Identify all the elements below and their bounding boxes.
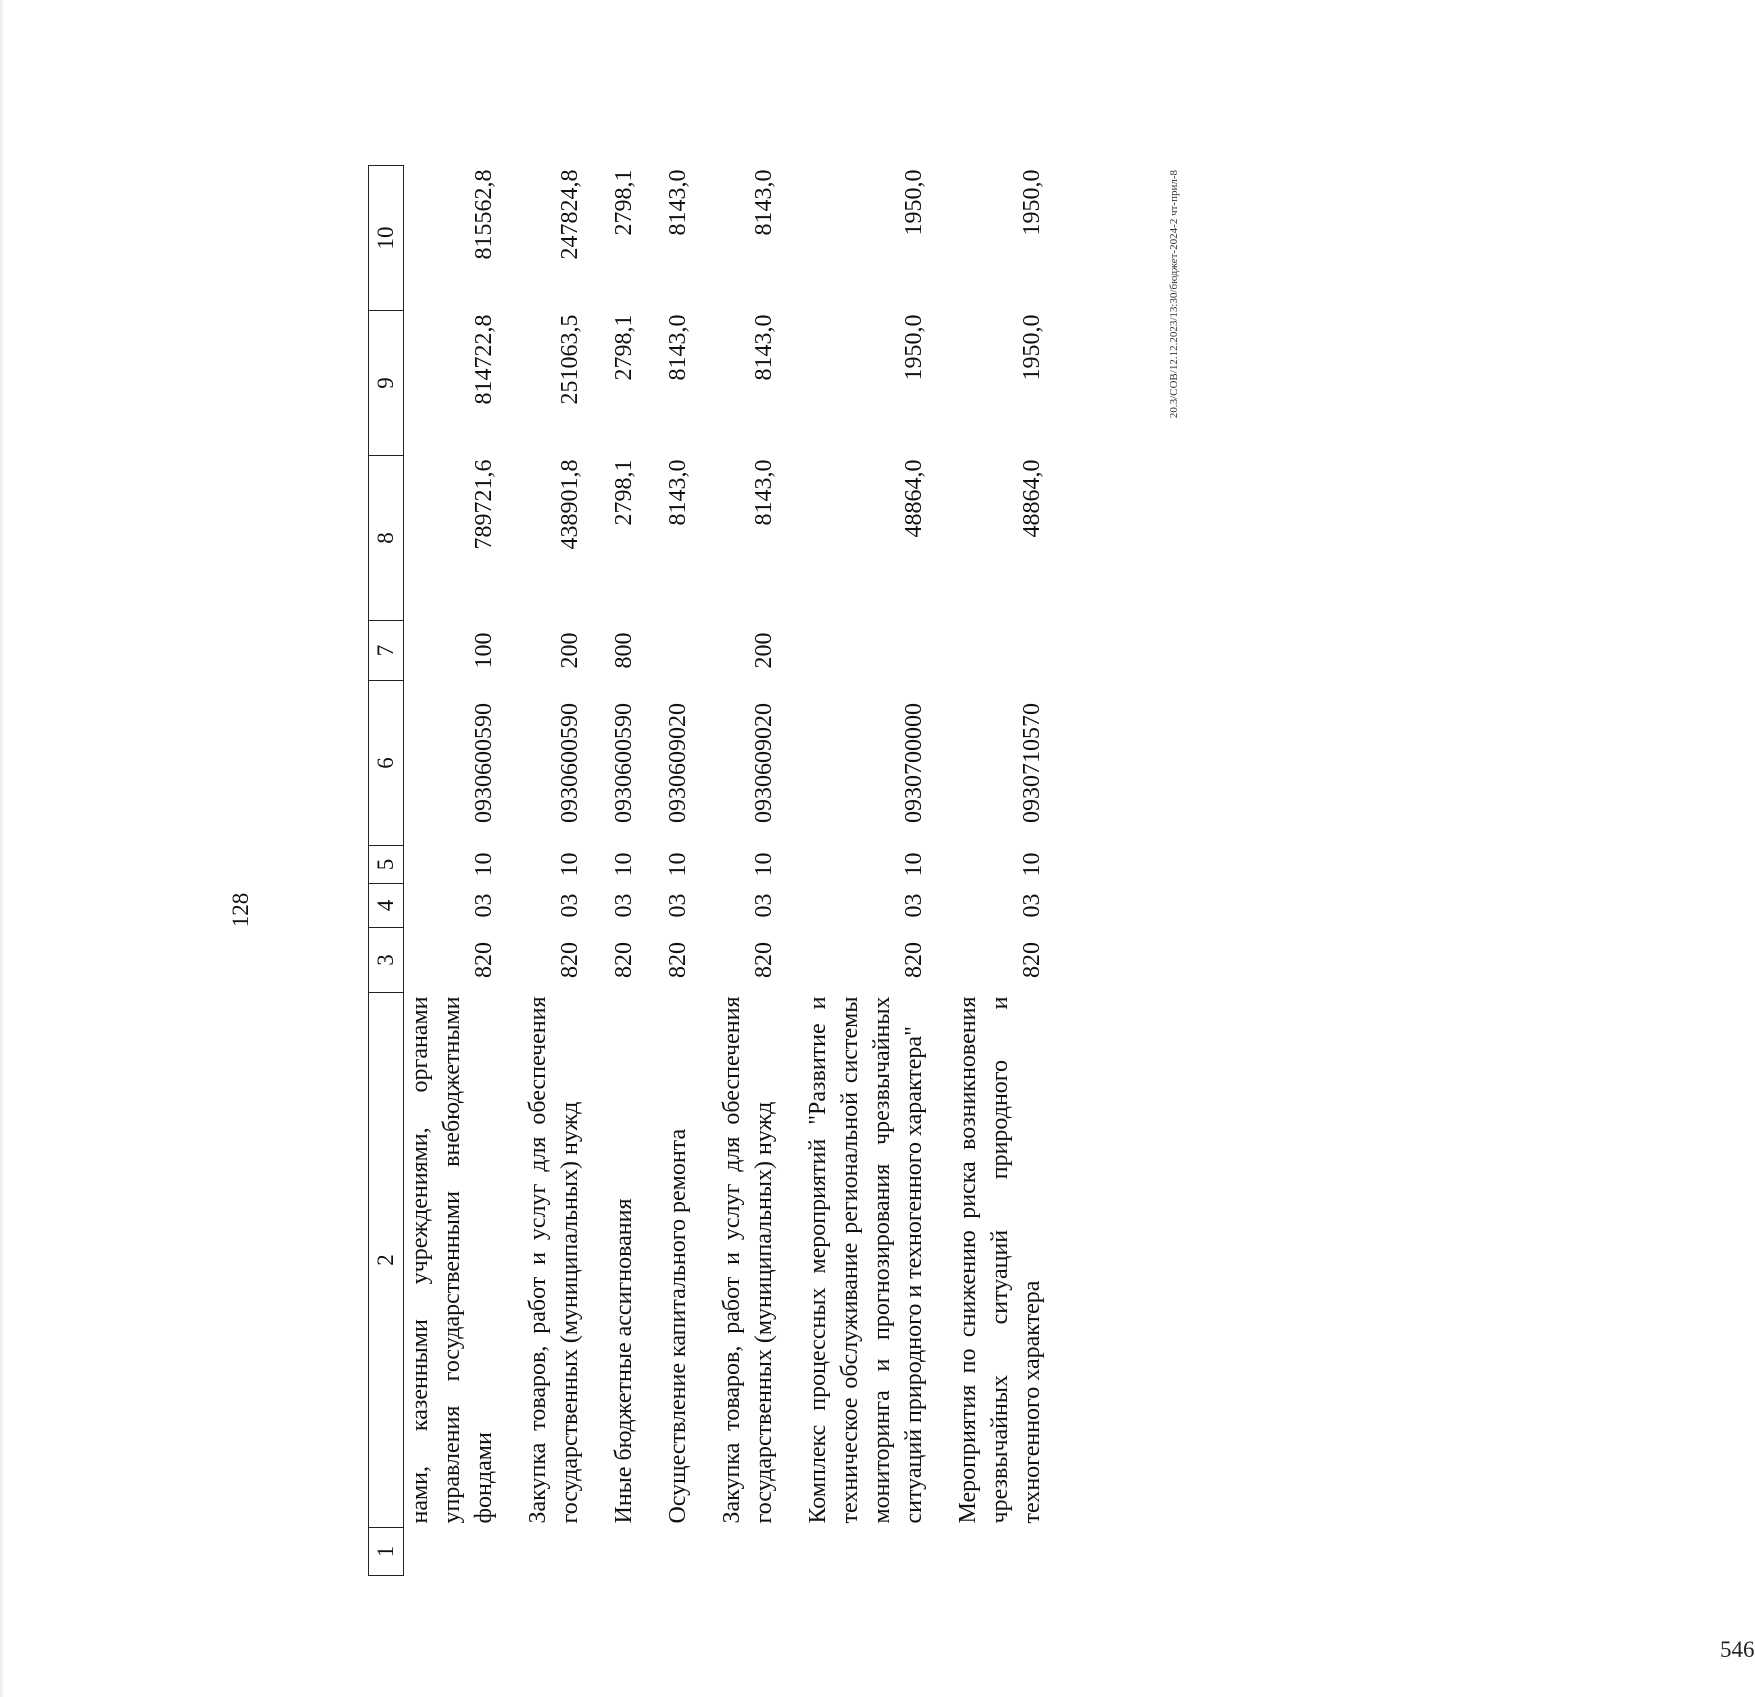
target-article-code: 0930700000 bbox=[901, 703, 927, 823]
cell-col1 bbox=[716, 1528, 802, 1576]
ved-code: 820 bbox=[751, 942, 777, 978]
target-article-code: 0930609020 bbox=[665, 703, 691, 823]
subsection-code: 10 bbox=[665, 852, 691, 877]
amount-col8: 48864,0 bbox=[1019, 459, 1045, 538]
amount-col8: 438901,8 bbox=[557, 459, 583, 550]
cell-col1 bbox=[404, 1528, 523, 1576]
amount-col8: 48864,0 bbox=[901, 459, 927, 538]
ved-code: 820 bbox=[557, 942, 583, 978]
amount-col10: 2798,1 bbox=[611, 169, 637, 236]
target-article-code: 0930600590 bbox=[611, 703, 637, 823]
sheet-number: 546 bbox=[1720, 1637, 1755, 1662]
amount-col9: 1950,0 bbox=[901, 314, 927, 381]
section-code: 03 bbox=[901, 893, 927, 918]
column-header: 8 bbox=[369, 456, 404, 621]
section-code: 03 bbox=[665, 893, 691, 918]
column-header: 10 bbox=[369, 166, 404, 311]
amount-col9: 814722,8 bbox=[471, 314, 497, 405]
cell-col1 bbox=[802, 1528, 952, 1576]
column-header: 2 bbox=[369, 993, 404, 1528]
cell-col1 bbox=[952, 1528, 1070, 1576]
amount-col10: 8143,0 bbox=[665, 169, 691, 236]
budget-table bbox=[368, 165, 1070, 1576]
row-name: нами, казенными учреждениями, органами управления государственными внебюджетными фондами bbox=[407, 996, 497, 1524]
column-header: 4 bbox=[369, 884, 404, 928]
column-header: 9 bbox=[369, 311, 404, 456]
column-header: 1 bbox=[369, 1528, 404, 1576]
cell-col1 bbox=[662, 1528, 716, 1576]
amount-col8: 8143,0 bbox=[665, 459, 691, 526]
subsection-code: 10 bbox=[557, 852, 583, 877]
expense-type-code bbox=[802, 621, 952, 681]
row-name: Осуществление капитального ремонта bbox=[665, 1128, 691, 1524]
table-header-row bbox=[369, 166, 404, 1576]
amount-col9: 8143,0 bbox=[751, 314, 777, 381]
subsection-code: 10 bbox=[901, 852, 927, 877]
section-code: 03 bbox=[1019, 893, 1045, 918]
row-name: Мероприятия по снижению риска возникновения чрезвычайных ситуаций природного и техногенного характера bbox=[955, 996, 1045, 1524]
expense-type-code bbox=[662, 621, 716, 681]
ved-code: 820 bbox=[901, 942, 927, 978]
scan-edge bbox=[0, 0, 4, 1697]
section-code: 03 bbox=[557, 893, 583, 918]
section-code: 03 bbox=[751, 893, 777, 918]
amount-col10: 8143,0 bbox=[751, 169, 777, 236]
amount-col10: 247824,8 bbox=[557, 169, 583, 260]
expense-type-code bbox=[952, 621, 1070, 681]
section-code: 03 bbox=[471, 893, 497, 918]
ved-code: 820 bbox=[1019, 942, 1045, 978]
row-name: Комплекс процессных мероприятий "Развитие и техническое обслуживание региональной системы мониторинга и прогнозирования чрезвычайных ситуаций природного и техногенного характера" bbox=[805, 996, 927, 1524]
amount-col8: 8143,0 bbox=[751, 459, 777, 526]
column-header: 7 bbox=[369, 621, 404, 681]
table-row bbox=[404, 166, 523, 1576]
ved-code: 820 bbox=[665, 942, 691, 978]
ved-code: 820 bbox=[611, 942, 637, 978]
expense-type-code: 200 bbox=[751, 632, 777, 669]
row-name: Закупка товаров, работ и услуг для обеспечения государственных (муниципальных) нужд bbox=[525, 996, 583, 1524]
table-row bbox=[802, 166, 952, 1576]
amount-col9: 1950,0 bbox=[1019, 314, 1045, 381]
row-name: Иные бюджетные ассигнования bbox=[611, 1198, 637, 1524]
expense-type-code: 100 bbox=[471, 632, 497, 669]
target-article-code: 0930600590 bbox=[557, 703, 583, 823]
subsection-code: 10 bbox=[611, 852, 637, 877]
amount-col8: 789721,6 bbox=[471, 459, 497, 550]
document-code: 20.3/СОВ/12.12.2023/13:30/бюджет-2024-2 чт-прил-8 bbox=[1168, 170, 1180, 419]
amount-col9: 2798,1 bbox=[611, 314, 637, 381]
amount-col10: 1950,0 bbox=[901, 169, 927, 236]
ved-code: 820 bbox=[471, 942, 497, 978]
amount-col9: 251063,5 bbox=[557, 314, 583, 405]
column-header: 5 bbox=[369, 846, 404, 884]
page-number: 128 bbox=[228, 892, 253, 928]
subsection-code: 10 bbox=[751, 852, 777, 877]
section-code: 03 bbox=[611, 893, 637, 918]
amount-col10: 815562,8 bbox=[471, 169, 497, 260]
amount-col9: 8143,0 bbox=[665, 314, 691, 381]
subsection-code: 10 bbox=[471, 852, 497, 877]
table-row bbox=[716, 166, 802, 1576]
amount-col10: 1950,0 bbox=[1019, 169, 1045, 236]
table-row bbox=[608, 166, 662, 1576]
cell-col1 bbox=[608, 1528, 662, 1576]
table-row bbox=[952, 166, 1070, 1576]
row-name: Закупка товаров, работ и услуг для обеспечения государственных (муниципальных) нужд bbox=[719, 996, 777, 1524]
table-row bbox=[662, 166, 716, 1576]
table-row bbox=[522, 166, 608, 1576]
expense-type-code: 800 bbox=[611, 632, 637, 669]
target-article-code: 0930600590 bbox=[471, 703, 497, 823]
subsection-code: 10 bbox=[1019, 852, 1045, 877]
target-article-code: 0930710570 bbox=[1019, 703, 1045, 823]
target-article-code: 0930609020 bbox=[751, 703, 777, 823]
expense-type-code: 200 bbox=[557, 632, 583, 669]
column-header: 6 bbox=[369, 681, 404, 846]
cell-col1 bbox=[522, 1528, 608, 1576]
rotated-page bbox=[200, 160, 1200, 1660]
amount-col8: 2798,1 bbox=[611, 459, 637, 526]
column-header: 3 bbox=[369, 928, 404, 993]
